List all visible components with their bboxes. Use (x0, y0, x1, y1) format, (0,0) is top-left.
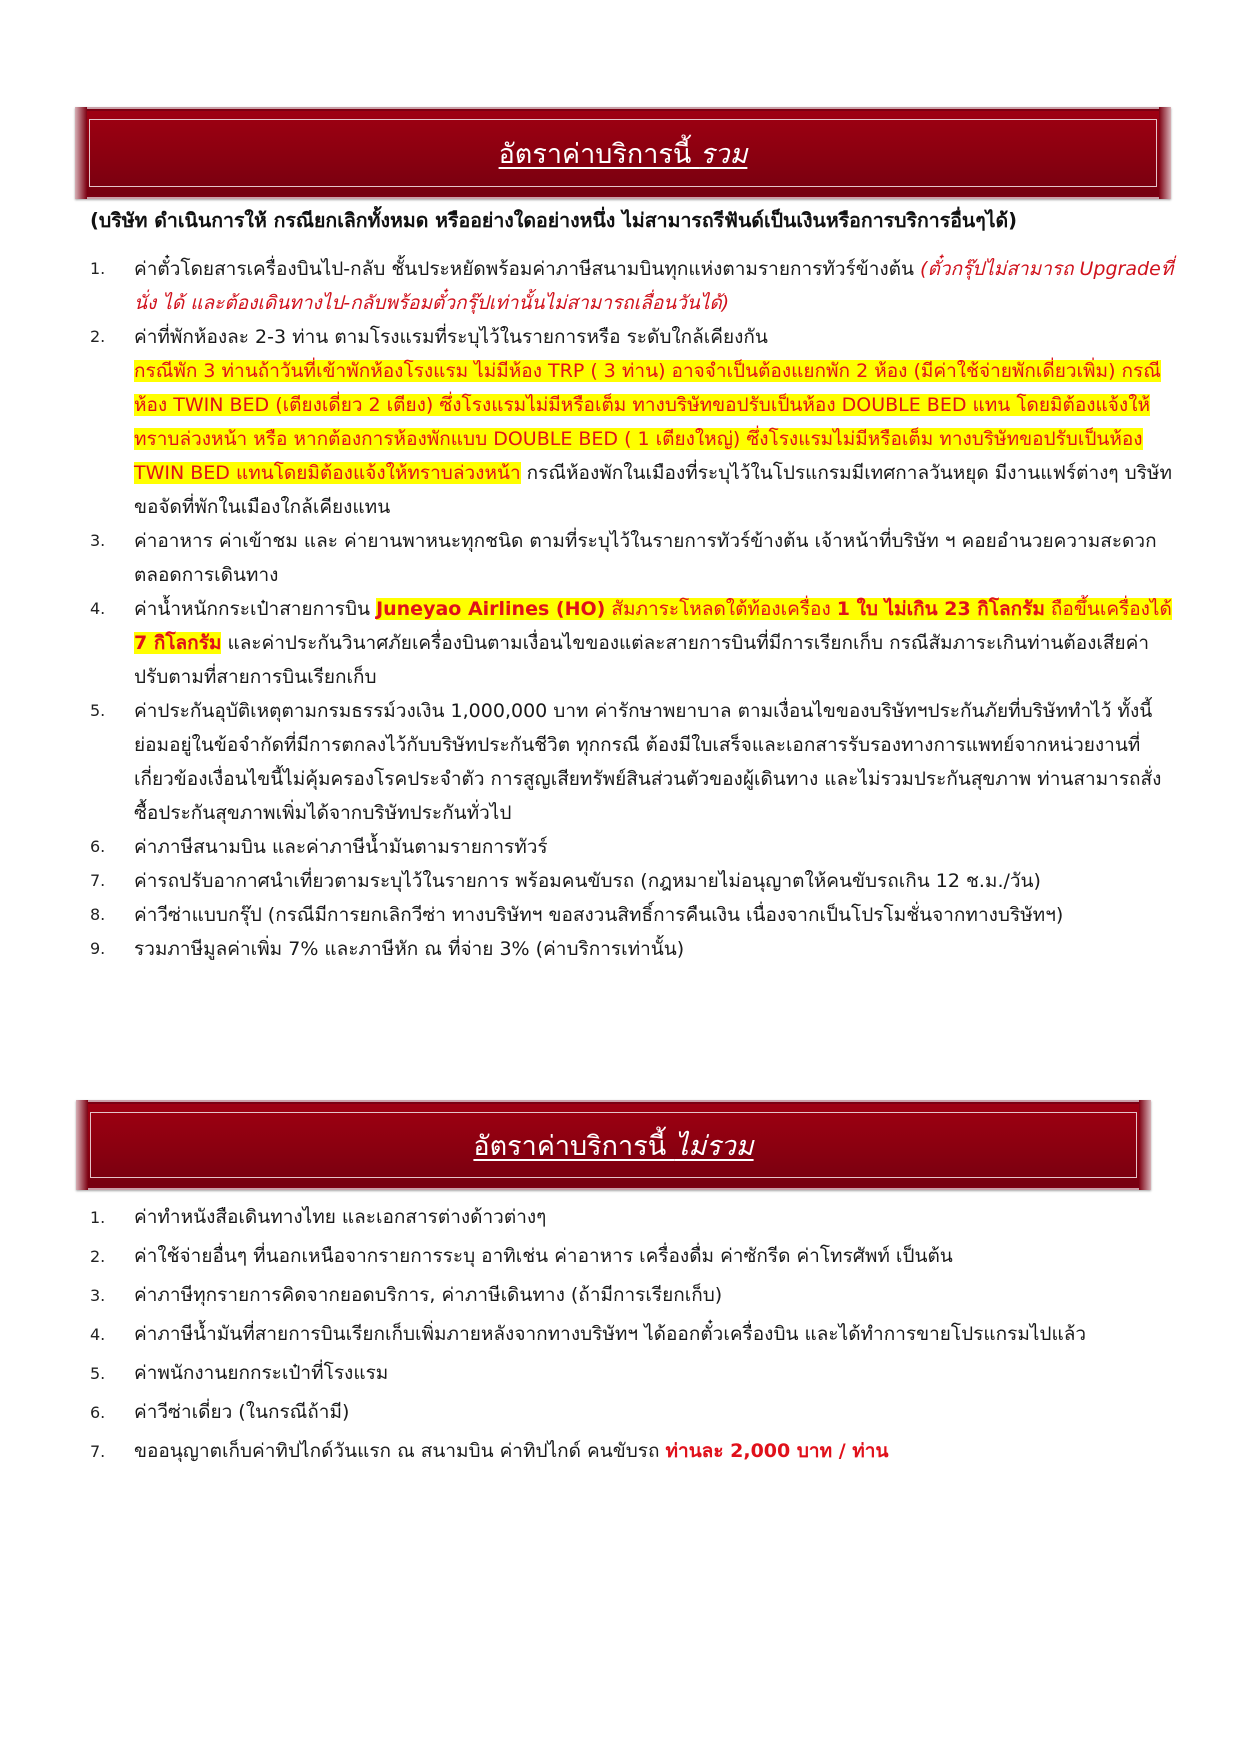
item-text: ค่าที่พักห้องละ 2-3 ท่าน ตามโรงแรมที่ระบุไว้ในรายการหรือ ระดับใกล้เคียงกัน (134, 326, 768, 348)
excluded-title-emph: ไม่รวม (674, 1130, 754, 1162)
included-note: (บริษัท ดำเนินการให้ กรณียกเลิกทั้งหมด หรืออย่างใดอย่างหนึ่ง ไม่สามารถรีฟันด์เป็นเงินหรือการบริการอื่นๆได้) (90, 209, 1018, 232)
included-title (499, 132, 748, 175)
item-number: 4. (90, 599, 106, 618)
list-item (90, 1198, 1180, 1237)
list-item (90, 320, 1180, 524)
included-title-main: อัตราค่าบริการนี้ (498, 138, 700, 170)
list-item (90, 932, 1180, 966)
item-text: ค่ารถปรับอากาศนำเที่ยวตามระบุไว้ในรายการ พร้อมคนขับรถ (กฎหมายไม่อนุญาตให้คนขับรถเกิน 12 ช.ม./วัน) (134, 870, 1041, 892)
item-text: ค่าประกันอุบัติเหตุตามกรมธรรม์วงเงิน 1,000,000 บาท ค่ารักษาพยาบาล ตามเงื่อนไขของบริษัทฯประกันภัยที่บริษัททำไว้ ทั้งนี้ย่อมอยู่ในข้อจำกัดที่มีการตกลงไว้กับบริษัทประกันชีวิต ทุกกรณี ต้องมีใบเสร็จและเอกสารรับรองทางการแพทย์จากหน่วยงานที่เกี่ยวข้องเงื่อนไขนี้ไม่คุ้มครองโรคประจำตัว การสูญเสียทรัพย์สินส่วนตัวของผู้เดินทาง และไม่รวมประกันสุขภาพ ท่านสามารถสั่งซื้อประกันสุขภาพเพิ่มได้จากบริษัทประกันทั่วไป (134, 700, 1162, 824)
included-banner-frame (89, 119, 1157, 187)
list-item (90, 524, 1180, 592)
item-number: 6. (90, 1403, 106, 1422)
tip-amount: ท่านละ 2,000 บาท / ท่าน (665, 1440, 889, 1462)
item-number: 5. (90, 1364, 106, 1383)
list-item (90, 1315, 1180, 1354)
item-number: 8. (90, 905, 106, 924)
item-text: รวมภาษีมูลค่าเพิ่ม 7% และภาษีหัก ณ ที่จ่าย 3% (ค่าบริการเท่านั้น) (134, 938, 685, 960)
item-text: ค่าน้ำหนักกระเป๋าสายการบิน (134, 598, 377, 620)
item-text: ค่าวีซ่าเดี่ยว (ในกรณีถ้ามี) (134, 1401, 350, 1423)
included-title-emph: รวม (699, 138, 748, 170)
item-number: 4. (90, 1325, 106, 1344)
item-number: 7. (90, 1442, 106, 1461)
list-item (90, 898, 1180, 932)
item-text: ค่าใช้จ่ายอื่นๆ ที่นอกเหนือจากรายการระบุ อาทิเช่น ค่าอาหาร เครื่องดื่ม ค่าซักรีด ค่าโทรศัพท์ เป็นต้น (134, 1245, 953, 1267)
item-text: ค่าตั๋วโดยสารเครื่องบินไป-กลับ ชั้นประหยัดพร้อมค่าภาษีสนามบินทุกแห่งตามรายการทัวร์ข้างต้น (134, 258, 921, 280)
item-number: 2. (90, 327, 106, 346)
item-number: 3. (90, 1286, 106, 1305)
item-text: ค่าพนักงานยกกระเป๋าที่โรงแรม (134, 1362, 389, 1384)
item-text: ค่าภาษีน้ำมันที่สายการบินเรียกเก็บเพิ่มภายหลังจากทางบริษัทฯ ได้ออกตั๋วเครื่องบิน และได้ทำการขายโปรแกรมไปแล้ว (134, 1323, 1087, 1345)
list-item (90, 1237, 1180, 1276)
item-number: 9. (90, 939, 106, 958)
item-text: ขออนุญาตเก็บค่าทิปไกด์วันแรก ณ สนามบิน ค่าทิปไกด์ คนขับรถ (134, 1440, 666, 1462)
item-number: 3. (90, 531, 106, 550)
included-banner (75, 107, 1171, 199)
list-item (90, 1393, 1180, 1432)
list-item (90, 830, 1180, 864)
list-item (90, 592, 1180, 694)
item-text: ค่าภาษีสนามบิน และค่าภาษีน้ำมันตามรายการทัวร์ (134, 836, 548, 858)
item-red-note: (ตั๋วกรุ๊ปไม่สามารถ Upgradeที่นั่ง ได้ และต้องเดินทางไป-กลับพร้อมตั๋วกรุ๊ปเท่านั้นไม่สามารถเลื่อนวันได้) (134, 258, 1174, 314)
included-list (90, 252, 1180, 966)
carryon-highlight: ถือขึ้นเครื่องได้ (1044, 598, 1172, 620)
item-text: ค่าอาหาร ค่าเข้าชม และ ค่ายานพาหนะทุกชนิด ตามที่ระบุไว้ในรายการทัวร์ข้างต้น เจ้าหน้าที่บริษัท ฯ คอยอำนวยความสะดวกตลอดการเดินทาง (134, 530, 1157, 586)
excluded-banner-frame (90, 1112, 1137, 1178)
item-tail: กรณีห้องพักในเมืองที่ระบุไว้ในโปรแกรมมีเทศกาลวันหยุด มีงานแฟร์ต่างๆ บริษัทขอจัดที่พักในเมืองใกล้เคียงแทน (134, 462, 1172, 518)
item-number: 6. (90, 837, 106, 856)
item-number: 1. (90, 259, 106, 278)
baggage-limit-highlight: 1 ใบ ไม่เกิน 23 กิโลกรัม (836, 598, 1045, 620)
item-number: 2. (90, 1247, 106, 1266)
item-tail: และค่าประกันวินาศภัยเครื่องบินตามเงื่อนไขของแต่ละสายการบินที่มีการเรียกเก็บ กรณีสัมภาระเกินท่านต้องเสียค่าปรับตามที่สายการบินเรียกเก็บ (134, 632, 1149, 688)
list-item (90, 1354, 1180, 1393)
item-text: ค่าภาษีทุกรายการคิดจากยอดบริการ, ค่าภาษีเดินทาง (ถ้ามีการเรียกเก็บ) (134, 1284, 723, 1306)
item-number: 5. (90, 701, 106, 720)
list-item (90, 252, 1180, 320)
item-number: 1. (90, 1208, 106, 1227)
excluded-banner (76, 1100, 1151, 1190)
list-item (90, 1432, 1180, 1471)
list-item (90, 694, 1180, 830)
baggage-highlight: สัมภาระโหลดใต้ท้องเครื่อง (605, 598, 837, 620)
item-text: ค่าวีซ่าแบบกรุ๊ป (กรณีมีการยกเลิกวีซ่า ทางบริษัทฯ ขอสงวนสิทธิ์การคืนเงิน เนื่องจากเป็นโปรโมชั่นจากทางบริษัทฯ) (134, 904, 1064, 926)
item-number: 7. (90, 871, 106, 890)
carryon-limit-highlight: 7 กิโลกรัม (134, 632, 222, 654)
item-highlight: กรณีพัก 3 ท่านถ้าวันที่เข้าพักห้องโรงแรม ไม่มีห้อง TRP ( 3 ท่าน) อาจจำเป็นต้องแยกพัก 2 ห้อง (มีค่าใช้จ่ายพักเดี่ยวเพิ่ม) กรณีห้อง TWIN BED (เตียงเดี่ยว 2 เตียง) ซึ่งโรงแรมไม่มีหรือเต็ม ทางบริษัทขอปรับเป็นห้อง DOUBLE BED แทน โดยมิต้องแจ้งให้ทราบล่วงหน้า หรือ หากต้องการห้องพักแบบ DOUBLE BED ( 1 เตียงใหญ่) ซึ่งโรงแรมไม่มีหรือเต็ม ทางบริษัทขอปรับเป็นห้อง TWIN BED แทนโดยมิต้องแจ้งให้ทราบล่วงหน้า (134, 360, 1161, 484)
list-item (90, 1276, 1180, 1315)
list-item (90, 864, 1180, 898)
excluded-title-main: อัตราค่าบริการนี้ (473, 1130, 675, 1162)
item-text: ค่าทำหนังสือเดินทางไทย และเอกสารต่างด้าวต่างๆ (134, 1206, 547, 1228)
airline-highlight: Juneyao Airlines (HO) (376, 598, 606, 620)
excluded-title (473, 1124, 753, 1167)
excluded-list (90, 1198, 1180, 1471)
